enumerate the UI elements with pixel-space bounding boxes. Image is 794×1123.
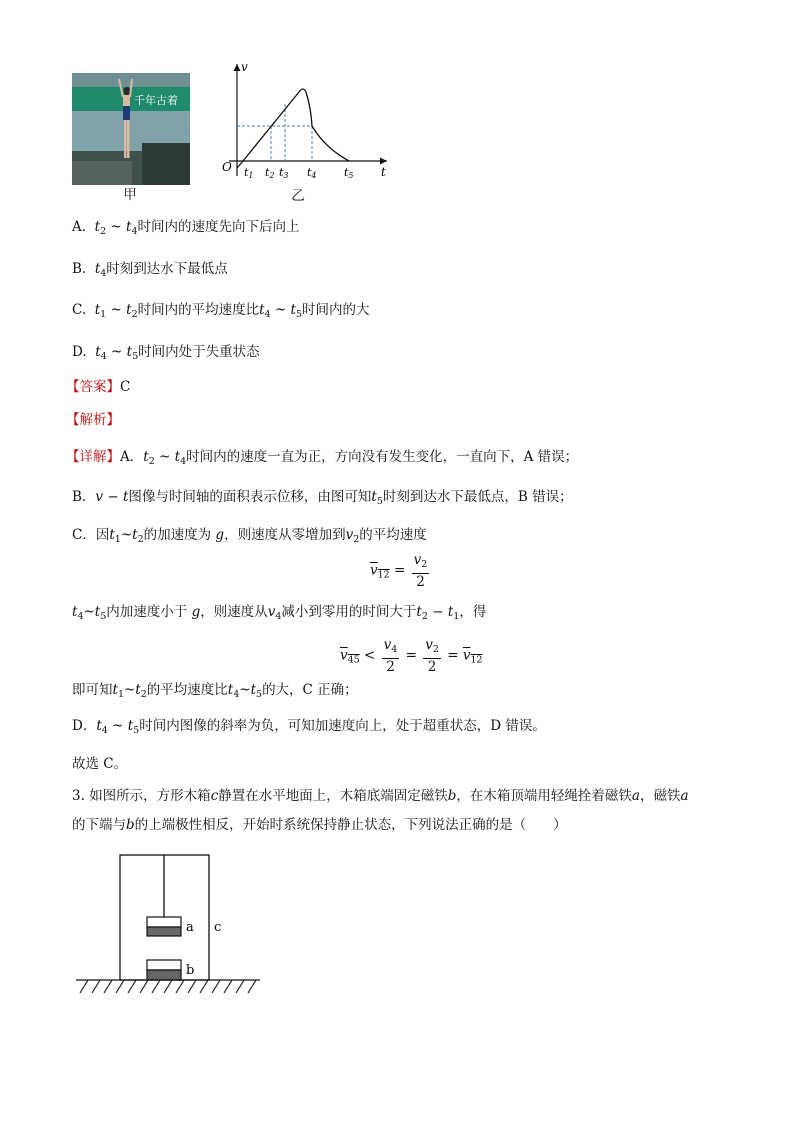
analysis-label: 【解析】 xyxy=(66,412,120,428)
detail-c2: $t_4\sim t_5$内加速度小于 g，则速度从$v_4$减小到零用的时间大于$t_2 - t_1$，得 xyxy=(72,604,487,622)
detail-a: 【详解】A．$t_2$ ~ $t_4$时间内的速度一直为正，方向没有发生变化，一直向下，A 错误； xyxy=(66,449,579,467)
velocity-curve xyxy=(237,89,349,168)
question3-line1: 3. 如图所示，方形木箱c静置在水平地面上，木箱底端固定磁铁b，在木箱顶端用轻绳拴着磁铁a，磁铁a xyxy=(72,788,689,804)
question3-line2: 的下端与b的上端极性相反，开始时系统保持静止状态，下列说法正确的是（ ） xyxy=(72,817,567,833)
label-a: a xyxy=(186,920,194,935)
v-axis-label: v xyxy=(241,60,248,74)
t-axis-label: t xyxy=(381,165,386,179)
magnet-b-bottom xyxy=(147,970,181,980)
figure-yi-caption: 乙 xyxy=(291,188,305,204)
box-diagram xyxy=(72,848,272,998)
equation-avg-v45: $\overline{v}_{45}$ < $\frac{v_4}{2}$ = $\frac{v_2}{2}$ = $\overline{v}_{12}$ xyxy=(340,637,483,675)
tick-t2: t2 xyxy=(265,166,275,180)
label-b: b xyxy=(186,963,195,978)
answer-label: 【答案】 xyxy=(66,379,120,395)
figure-yi xyxy=(215,58,395,188)
tick-t5: t5 xyxy=(344,166,354,180)
option-d[interactable]: D. $t_4$ ~ $t_5$时间内处于失重状态 xyxy=(72,344,260,362)
option-c[interactable]: C. $t_1$ ~ $t_2$时间内的平均速度比$t_4$ ~ $t_5$时间内的大 xyxy=(72,302,370,320)
diver-photo xyxy=(72,73,190,185)
tick-t4: t4 xyxy=(307,166,317,180)
option-b[interactable]: B. $t_4$时刻到达水下最低点 xyxy=(72,261,228,279)
detail-c: C．因$t_1\sim t_2$的加速度为 g，则速度从零增加到$v_2$的平均速度 xyxy=(72,527,427,545)
figure-box xyxy=(72,848,272,998)
ground-hatching xyxy=(80,980,256,993)
detail-b: B．v − t图像与时间轴的面积表示位移，由图可知$t_5$时刻到达水下最低点，B 错误； xyxy=(72,489,573,507)
figure-jia xyxy=(72,73,190,185)
magnet-a-top xyxy=(147,917,181,927)
tick-t3: t3 xyxy=(279,166,289,180)
detail-conclusion: 故选 C。 xyxy=(72,756,128,772)
origin-label: O xyxy=(222,160,232,174)
banner-text: 千年古着 xyxy=(134,94,178,107)
equation-avg-v12: $\overline{v}_{12}$ = $\frac{v_2}{2}$ xyxy=(370,552,428,590)
answer-line xyxy=(66,377,130,397)
option-a[interactable]: A. $t_2$ ~ $t_4$时间内的速度先向下后向上 xyxy=(72,219,300,237)
magnet-a-bottom xyxy=(147,927,181,936)
answer-value: C xyxy=(120,379,131,395)
label-c: c xyxy=(214,920,222,935)
magnet-b-top xyxy=(147,960,181,970)
detail-c3: 即可知$t_1\sim t_2$的平均速度比$t_4\sim t_5$的大，C 正确； xyxy=(72,682,358,700)
vt-graph xyxy=(215,58,395,188)
tick-t1: t1 xyxy=(244,166,254,180)
figure-jia-caption: 甲 xyxy=(123,187,137,203)
detail-d: D．$t_4$ ~ $t_5$时间内图像的斜率为负，可知加速度向上，处于超重状态，D 错误。 xyxy=(72,718,546,736)
